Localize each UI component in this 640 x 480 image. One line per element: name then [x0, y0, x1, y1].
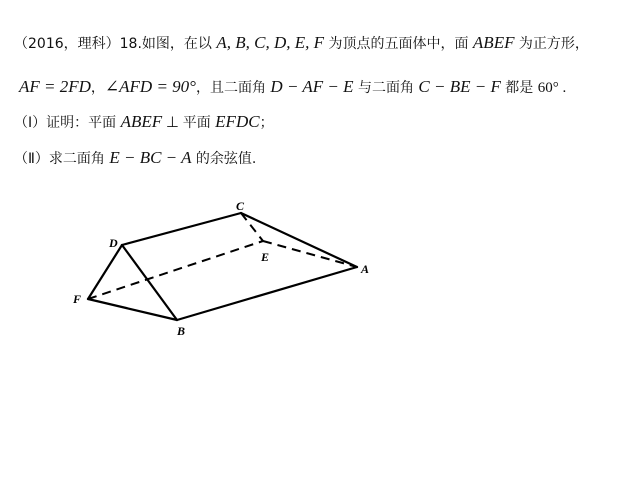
vertex-label-d: D	[109, 236, 118, 250]
perpendicular-symbol: ⊥	[162, 115, 183, 131]
part-1-end: ；	[259, 115, 274, 131]
dihedral-c-be-f: C − BE − F	[418, 77, 501, 96]
edge-ca	[241, 213, 357, 267]
condition-angle-afd: ∠AFD = 90°	[104, 77, 196, 96]
plane-abef: ABEF	[120, 112, 163, 131]
face-desc: 为正方形，	[514, 36, 589, 52]
face-name: ABEF	[472, 33, 515, 52]
edge-ba	[177, 267, 357, 320]
polyhedron-desc: 为顶点的五面体中，面	[324, 36, 473, 52]
vertex-label-f: F	[73, 292, 82, 306]
plane-word: 平面	[182, 115, 216, 131]
plane-efdc: EFDC	[215, 112, 260, 131]
dihedral-join: 与二面角	[353, 80, 419, 96]
vertex-label-a: A	[361, 262, 370, 276]
problem-intro-text: 如图，在以	[141, 36, 217, 52]
separator: ，	[90, 80, 105, 96]
dihedral-angle-value: 60°	[537, 80, 559, 96]
part-2-end: 的余弦值.	[191, 151, 257, 167]
part-1-label: （Ⅰ）证明：平面	[14, 115, 121, 131]
line-end: .	[558, 80, 567, 96]
dihedral-d-af-e: D − AF − E	[270, 77, 354, 96]
dihedral-e-bc-a: E − BC − A	[109, 148, 192, 167]
problem-source: （2016，理科）18.	[14, 36, 142, 52]
dihedral-intro: ，且二面角	[195, 80, 271, 96]
edge-dc	[122, 213, 241, 245]
vertex-list: A, B, C, D, E, F	[216, 33, 325, 52]
vertex-label-b: B	[177, 324, 186, 338]
edge-df	[88, 245, 122, 299]
condition-af-fd: AF = 2FD	[19, 77, 91, 96]
vertex-label-e: E	[261, 250, 270, 264]
part-2-label: （Ⅱ）求二面角	[14, 151, 110, 167]
dihedral-equal: 都是	[500, 80, 538, 96]
vertex-label-c: C	[236, 199, 245, 213]
